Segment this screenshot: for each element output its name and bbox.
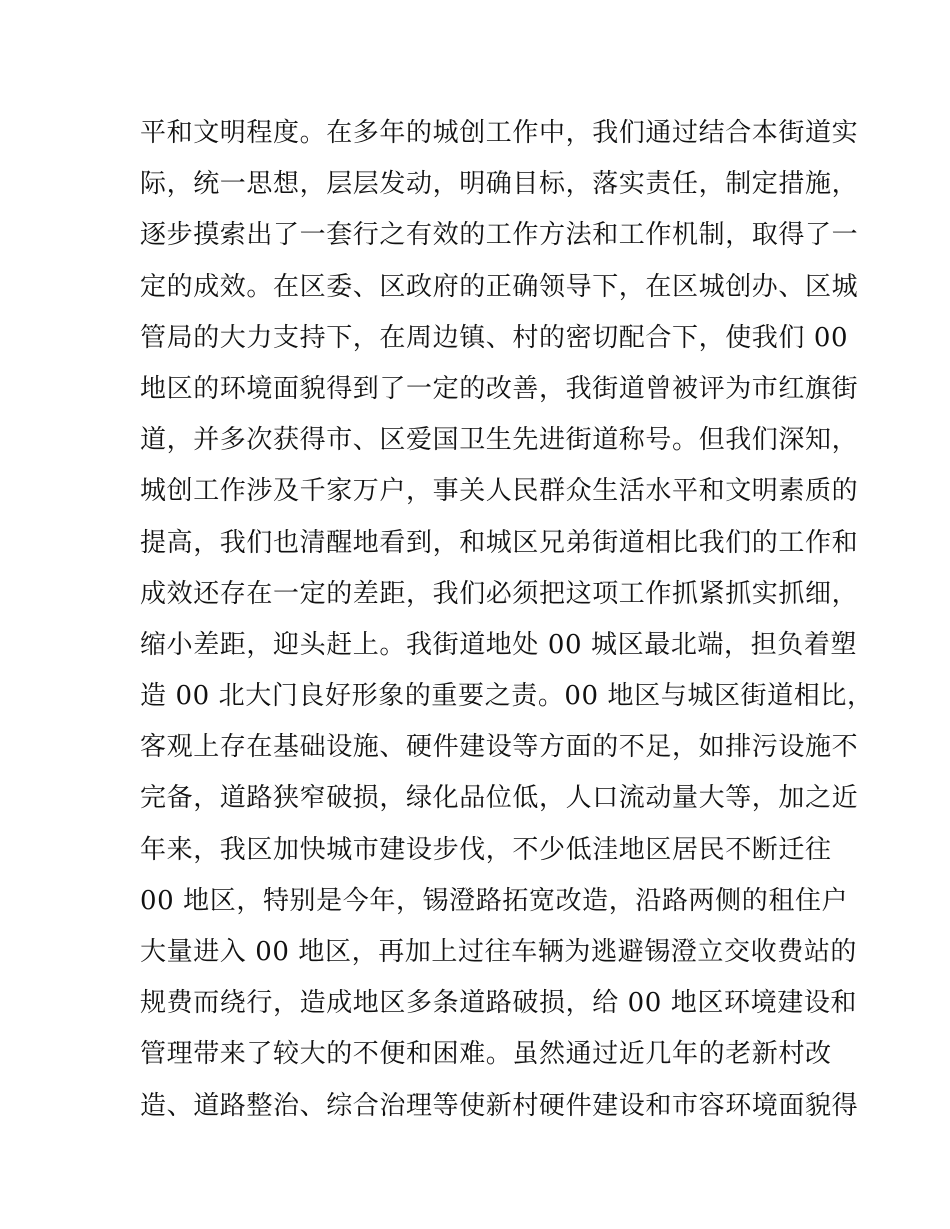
text-line: 造 00 北大门良好形象的重要之责。00 地区与城区街道相比， bbox=[140, 681, 874, 712]
text-line: 提高，我们也清醒地看到，和城区兄弟街道相比我们的工作和 bbox=[140, 527, 859, 558]
text-line: 城创工作涉及千家万户，事关人民群众生活水平和文明素质的 bbox=[140, 476, 859, 507]
text-line: 管局的大力支持下，在周边镇、村的密切配合下，使我们 00 bbox=[140, 322, 849, 353]
text-line: 大量进入 00 地区，再加上过往车辆为逃避锡澄立交收费站的 bbox=[140, 937, 858, 967]
text-line: 定的成效。在区委、区政府的正确领导下，在区城创办、区城 bbox=[140, 271, 859, 302]
text-line: 00 地区，特别是今年，锡澄路拓宽改造，沿路两侧的租住户 bbox=[140, 885, 849, 916]
text-line: 道，并多次获得市、区爱国卫生先进街道称号。但我们深知， bbox=[140, 425, 859, 456]
text-line: 平和文明程度。在多年的城创工作中，我们通过结合本街道实 bbox=[140, 118, 859, 148]
text-line: 造、道路整治、综合治理等使新村硬件建设和市容环境面貌得 bbox=[140, 1090, 859, 1121]
body-paragraph bbox=[140, 108, 874, 1132]
text-line: 管理带来了较大的不便和困难。虽然通过近几年的老新村改 bbox=[140, 1039, 832, 1070]
text-line: 客观上存在基础设施、硬件建设等方面的不足，如排污设施不 bbox=[140, 732, 859, 763]
text-line: 规费而绕行，造成地区多条道路破损，给 00 地区环境建设和 bbox=[140, 988, 858, 1019]
text-line: 际，统一思想，层层发动，明确目标，落实责任，制定措施， bbox=[140, 169, 859, 200]
text-line: 缩小差距，迎头赶上。我街道地处 00 城区最北端，担负着塑 bbox=[140, 629, 858, 660]
text-line: 逐步摸索出了一套行之有效的工作方法和工作机制，取得了一 bbox=[140, 220, 859, 251]
text-line: 地区的环境面貌得到了一定的改善，我街道曾被评为市红旗街 bbox=[140, 373, 859, 404]
text-line: 完备，道路狭窄破损，绿化品位低，人口流动量大等，加之近 bbox=[140, 783, 859, 814]
text-line: 年来，我区加快城市建设步伐，不少低洼地区居民不断迁往 bbox=[140, 834, 832, 865]
text-line: 成效还存在一定的差距，我们必须把这项工作抓紧抓实抓细， bbox=[140, 578, 859, 609]
